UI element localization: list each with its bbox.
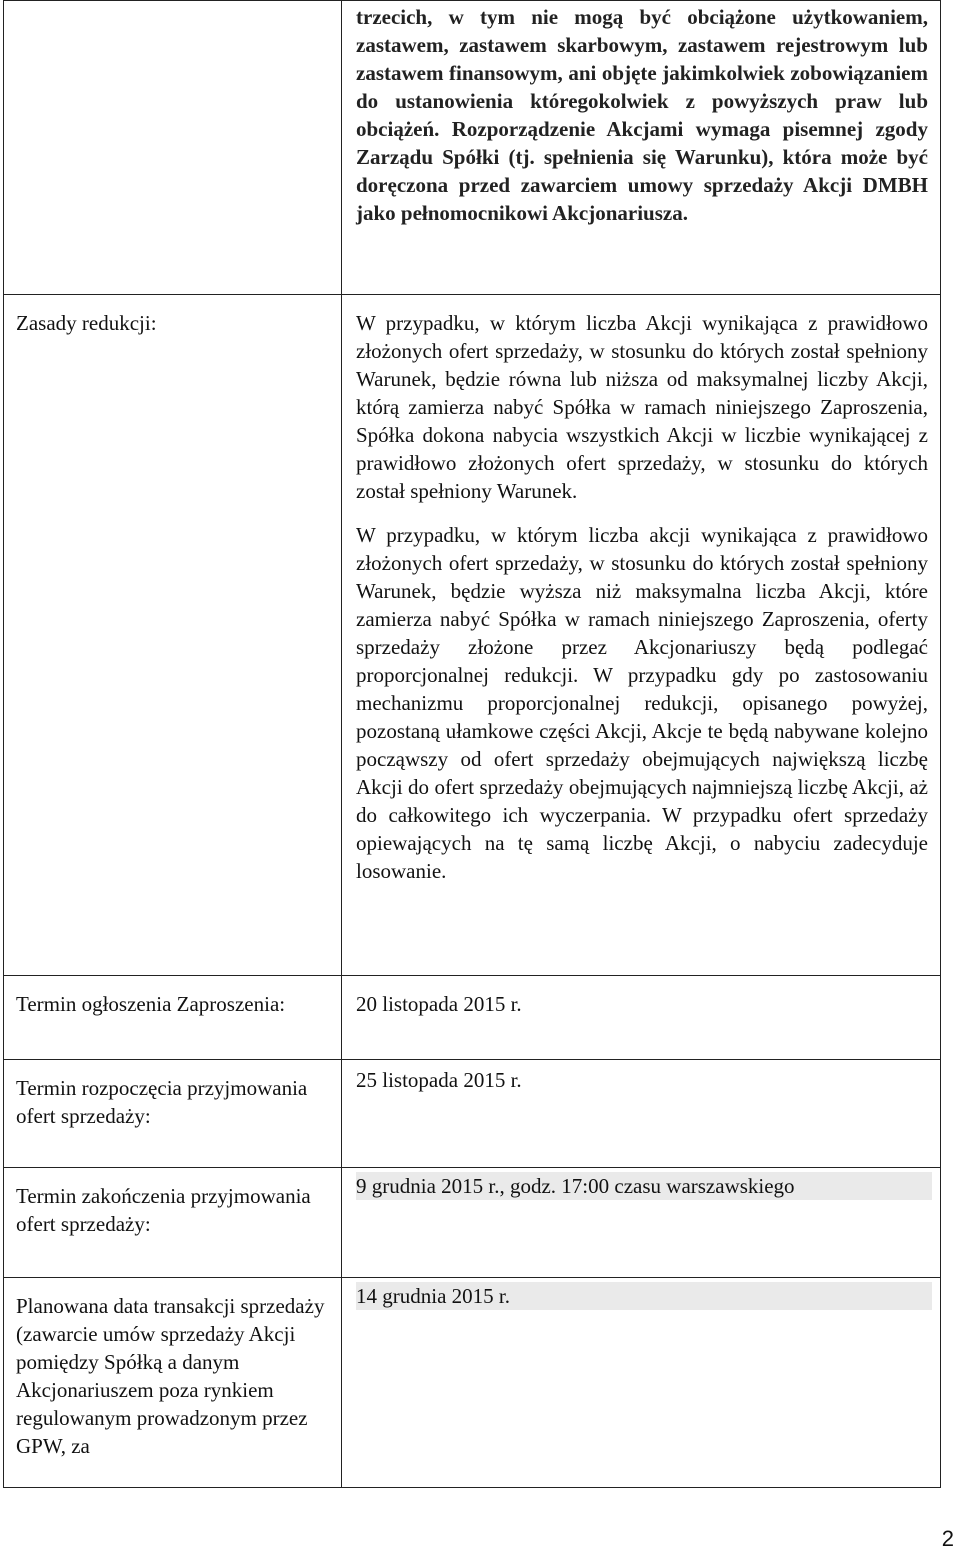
value-cell <box>342 295 941 976</box>
offer-start-label: Termin rozpoczęcia przyjmowania ofert sprzedaży: <box>16 1076 308 1128</box>
reduction-paragraph-1: W przypadku, w którym liczba Akcji wynikająca z prawidłowo złożonych ofert sprzedaży, w stosunku do których został spełniony Warunek, będzie równa lub niższa od maksymalnej liczby Akcji, którą zamierza nabyć Spółka w ramach niniejszego Zaproszenia, Spółka dokona nabycia wszystkich Akcji w liczbie wynikającej z prawidłowo złożonych ofert sprzedaży, w stosunku do których został spełniony Warunek. <box>356 311 928 503</box>
announcement-date-value: 20 listopada 2015 r. <box>356 992 522 1016</box>
offer-start-value: 25 listopada 2015 r. <box>356 1068 522 1092</box>
page-number: 2 <box>941 1526 954 1551</box>
value-cell <box>342 1 941 295</box>
offer-end-value: 9 grudnia 2015 r., godz. 17:00 czasu warszawskiego <box>356 1172 932 1200</box>
announcement-date-label: Termin ogłoszenia Zaproszenia: <box>16 992 286 1016</box>
transaction-date-label: Planowana data transakcji sprzedaży (zawarcie umów sprzedaży Akcji pomiędzy Spółką a danym Akcjonariuszem poza rynkiem regulowanym prowadzonym przez GPW, za <box>16 1294 325 1458</box>
label-cell <box>4 1278 342 1488</box>
reduction-paragraph-2: W przypadku, w którym liczba akcji wynikająca z prawidłowo złożonych ofert sprzedaży, w stosunku do których został spełniony Warunek, będzie wyższa niż maksymalna liczba Akcji, które zamierza nabyć Spółka w ramach niniejszego Zaproszenia, oferty sprzedaży złożone przez Akcjonariuszy będą podlegać proporcjonalnej redukcji. W przypadku gdy po zastosowaniu mechanizmu proporcjonalnej redukcji, opisanego powyżej, pozostaną ułamkowe części Akcji, Akcje te będą nabywane kolejno począwszy od ofert sprzedaży obejmujących największą liczbę Akcji do ofert sprzedaży obejmujących najmniejszą liczbę Akcji, aż do całkowitego ich wyczerpania. W przypadku ofert sprzedaży opiewających na tę samą liczbę Akcji, o nabyciu zadecyduje losowanie. <box>356 523 928 883</box>
reduction-rules-label: Zasady redukcji: <box>16 311 157 335</box>
value-cell <box>342 1278 941 1488</box>
table-row <box>4 1060 941 1168</box>
label-cell <box>4 1 342 295</box>
value-cell <box>342 1060 941 1168</box>
offer-terms-table <box>3 0 941 1488</box>
label-cell <box>4 1168 342 1278</box>
table-row <box>4 976 941 1060</box>
label-cell <box>4 295 342 976</box>
table-row <box>4 1168 941 1278</box>
value-cell <box>342 976 941 1060</box>
table-row <box>4 295 941 976</box>
value-cell <box>342 1168 941 1278</box>
transaction-date-value: 14 grudnia 2015 r. <box>356 1282 932 1310</box>
table-row <box>4 1278 941 1488</box>
table-row <box>4 1 941 295</box>
label-cell <box>4 976 342 1060</box>
encumbrance-paragraph: trzecich, w tym nie mogą być obciążone użytkowaniem, zastawem, zastawem skarbowym, zastawem rejestrowym lub zastawem finansowym, ani objęte jakimkolwiek zobowiązaniem do ustanowienia któregokolwiek z powyższych praw lub obciążeń. Rozporządzenie Akcjami wymaga pisemnej zgody Zarządu Spółki (tj. spełnienia się Warunku), która może być doręczona przed zawarciem umowy sprzedaży Akcji DMBH jako pełnomocnikowi Akcjonariusza. <box>356 5 928 225</box>
label-cell <box>4 1060 342 1168</box>
offer-end-label: Termin zakończenia przyjmowania ofert sprzedaży: <box>16 1184 311 1236</box>
